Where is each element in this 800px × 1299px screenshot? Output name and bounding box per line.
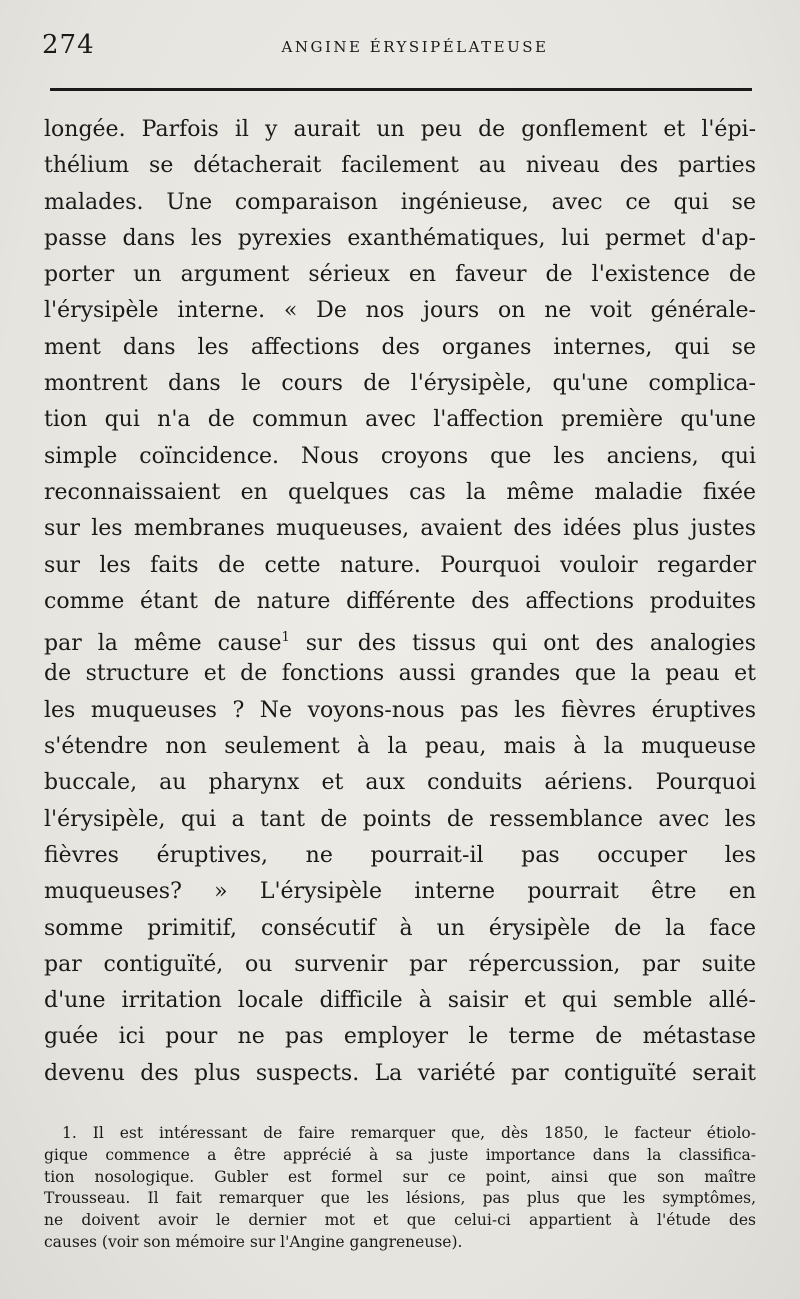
footnote-line: causes (voir son mémoire sur l'Angine gangreneuse). — [44, 1232, 463, 1251]
text-line: de structure et de fonctions aussi grandes que la peau et — [44, 661, 756, 687]
text-line: comme étant de nature différente des affections produites — [44, 588, 756, 614]
text-segment: par la même cause — [44, 631, 282, 657]
text-line-with-note-ref — [44, 620, 756, 656]
text-line: reconnaissaient en quelques cas la même maladie fixée — [44, 479, 756, 505]
text-line: les muqueuses ? Ne voyons-nous pas les fièvres éruptives — [44, 697, 756, 723]
text-line: malades. Une comparaison ingénieuse, avec ce qui se — [44, 189, 756, 215]
footnote — [44, 1123, 756, 1254]
text-line: muqueuses? » L'érysipèle interne pourrait être en — [44, 879, 756, 905]
footnote-line: ne doivent avoir le dernier mot et que celui-ci appartient à l'étude des — [44, 1211, 756, 1230]
text-line: devenu des plus suspects. La variété par contiguïté serait — [44, 1060, 756, 1086]
text-line: thélium se détacherait facilement au niveau des parties — [44, 153, 756, 179]
text-line: longée. Parfois il y aurait un peu de gonflement et l'épi- — [44, 117, 756, 142]
text-line: fièvres éruptives, ne pourrait-il pas occuper les — [44, 842, 756, 868]
text-line: par contiguïté, ou survenir par répercussion, par suite — [44, 951, 756, 977]
page-number: 274 — [42, 30, 95, 60]
text-line: sur les membranes muqueuses, avaient des idées plus justes — [44, 516, 756, 542]
footnote-line: tion nosologique. Gubler est formel sur ce point, ainsi que son maître — [44, 1167, 756, 1186]
header-rule — [50, 88, 752, 91]
text-line: montrent dans le cours de l'érysipèle, qu'une complica- — [44, 371, 756, 397]
text-line: ment dans les affections des organes internes, qui se — [44, 334, 756, 360]
text-line: simple coïncidence. Nous croyons que les anciens, qui — [44, 443, 756, 469]
body-text — [44, 112, 756, 1092]
text-line: porter un argument sérieux en faveur de l'existence de — [44, 262, 756, 288]
footnote-line: 1. Il est intéressant de faire remarquer que, dès 1850, le facteur étiolo- — [62, 1124, 756, 1142]
text-line: d'une irritation locale difficile à saisir et qui semble allé- — [44, 988, 756, 1014]
text-line: somme primitif, consécutif à un érysipèle de la face — [44, 915, 756, 941]
text-line: sur les faits de cette nature. Pourquoi vouloir regarder — [44, 552, 756, 578]
running-title: ANGINE ÉRYSIPÉLATEUSE — [281, 38, 549, 56]
text-line: guée ici pour ne pas employer le terme de métastase — [44, 1024, 756, 1050]
text-line: s'étendre non seulement à la peau, mais à la muqueuse — [44, 734, 756, 760]
footnote-reference: 1 — [281, 630, 290, 646]
text-line: passe dans les pyrexies exanthématiques, lui permet d'ap- — [44, 225, 756, 251]
footnote-line: gique commence a être apprécié à sa juste importance dans la classifica- — [44, 1145, 756, 1164]
text-line: l'érysipèle, qui a tant de points de ressemblance avec les — [44, 806, 756, 832]
footnote-line: Trousseau. Il fait remarquer que les lésions, pas plus que les symptômes, — [44, 1189, 756, 1208]
text-line: l'érysipèle interne. « De nos jours on ne voit générale- — [44, 298, 756, 324]
text-segment: sur des tissus qui ont des analogies — [289, 631, 756, 657]
text-line: buccale, au pharynx et aux conduits aériens. Pourquoi — [44, 770, 756, 796]
text-line: tion qui n'a de commun avec l'affection première qu'une — [44, 407, 756, 433]
